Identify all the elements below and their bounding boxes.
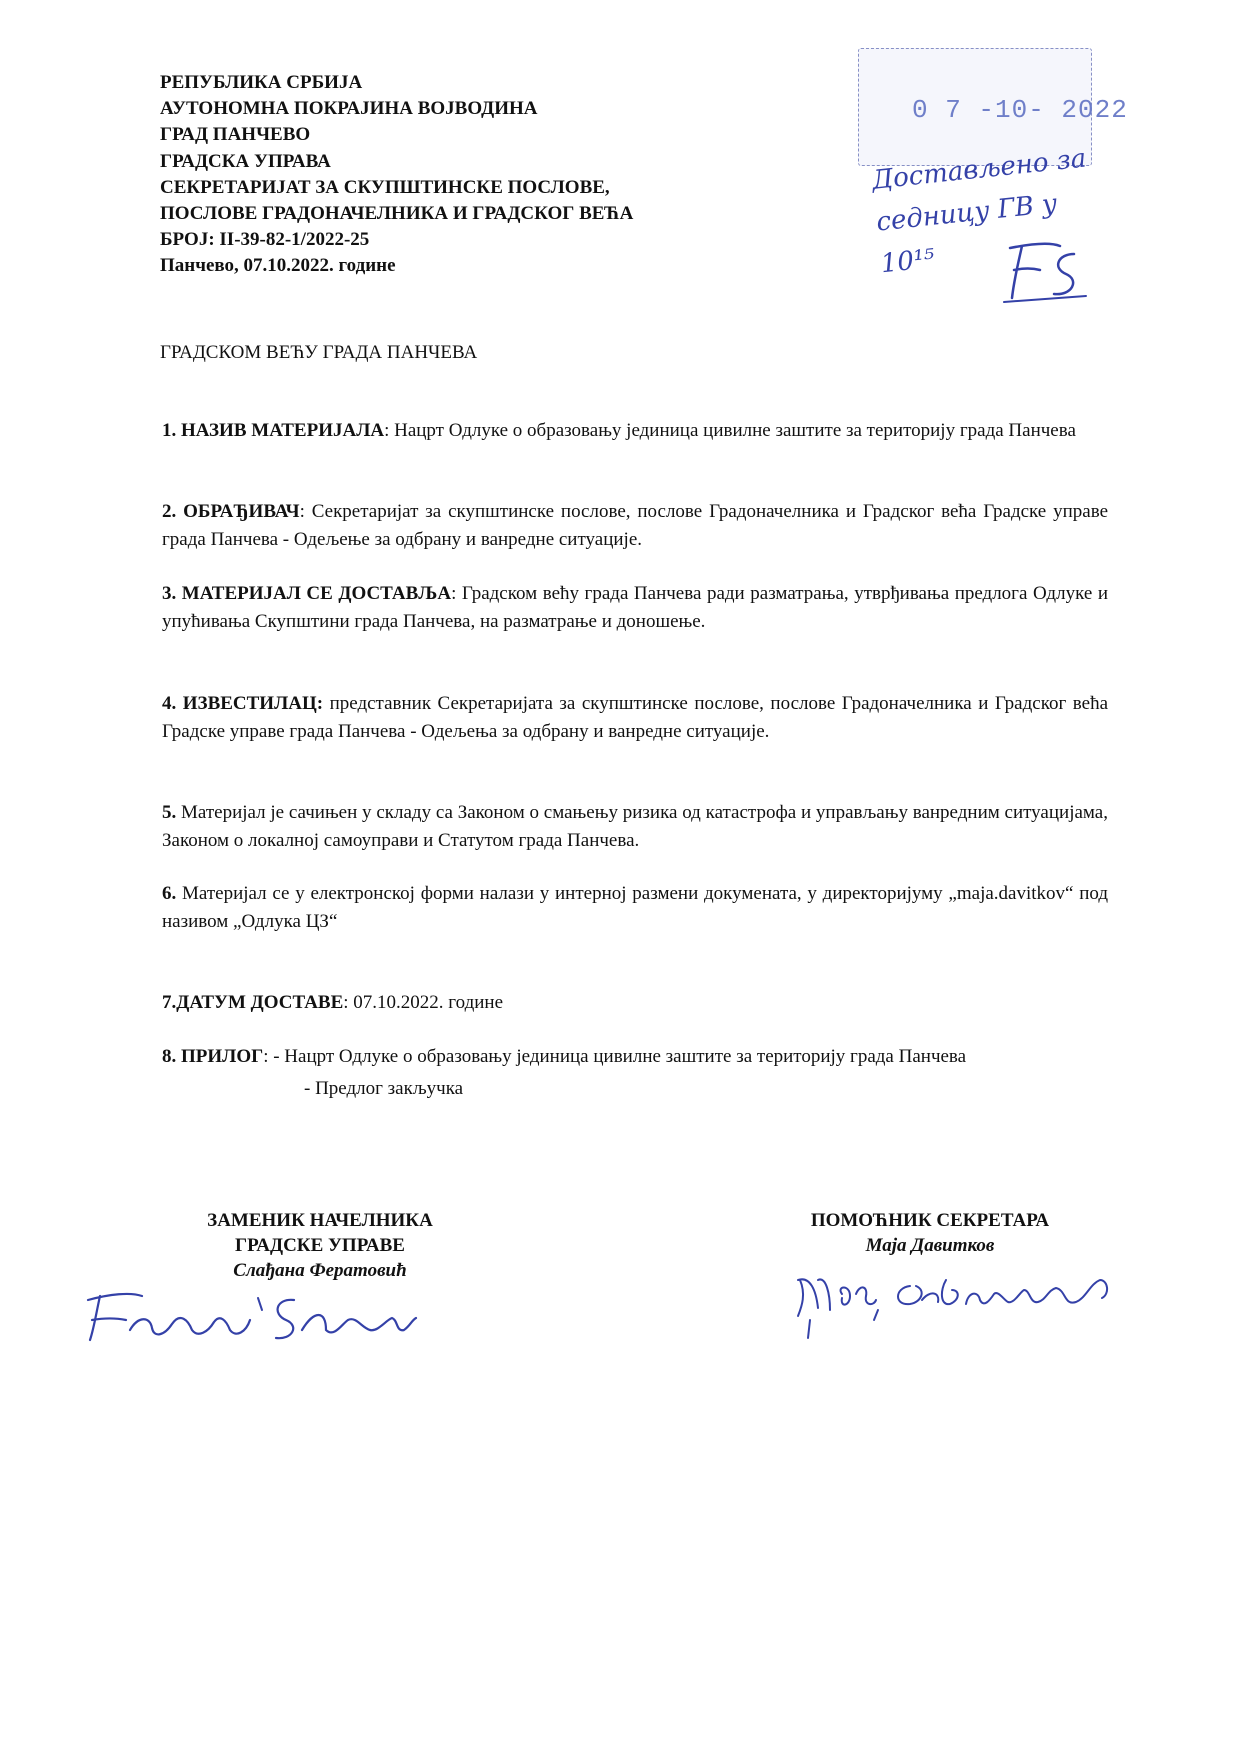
item-1-text: : Нацрт Одлуке о образовању јединица цивилне заштите за територију града Панчева xyxy=(384,420,1076,441)
handwritten-initials xyxy=(1000,240,1090,304)
item-6-text: Материјал се у електронској форми налази у интерној размени докумената, у директоријуму „maja.davitkov“ под називом „Одлука ЦЗ“ xyxy=(162,883,1108,932)
item-4-text: представник Секретаријата за скупштинске послове, послове Градоначелника и Градског већа Градске управе града Панчева - Одељења за одбрану и ванредне ситуације. xyxy=(162,693,1109,742)
item-8-text: : - Нацрт Одлуке о образовању јединица цивилне заштите за територију града Панчева xyxy=(263,1046,967,1067)
item-2-label: 2. ОБРАЂИВАЧ xyxy=(162,501,300,522)
left-signatory-title-2: ГРАДСКЕ УПРАВЕ xyxy=(235,1235,405,1256)
item-5-legal-basis xyxy=(162,799,1108,854)
item-7-delivery-date xyxy=(162,989,1108,1017)
right-handwritten-signature xyxy=(790,1250,1120,1340)
header-city: ГРАД ПАНЧЕВО xyxy=(160,124,311,146)
handwritten-note-line2: седницу ГВ у 10¹⁵ xyxy=(875,188,1059,280)
item-5-text: Материјал је сачињен у складу са Законом о смањењу ризика од катастрофа и управљању ванредним ситуацијама, Законом о локалној самоуправи и Статутом града Панчева. xyxy=(162,802,1108,851)
addressee: ГРАДСКОМ ВЕЋУ ГРАДА ПАНЧЕВА xyxy=(160,342,478,363)
item-1-material-title xyxy=(162,417,1108,445)
right-signatory-title: ПОМОЋНИК СЕКРЕТАРА xyxy=(810,1210,1050,1231)
item-3-delivered-to xyxy=(162,580,1108,635)
header-republic: РЕПУБЛИКА СРБИЈА xyxy=(160,72,363,93)
signature-block-left xyxy=(160,1208,480,1283)
header-date-line: Панчево, 07.10.2022. године xyxy=(160,255,396,277)
item-3-label: 3. МАТЕРИЈАЛ СЕ ДОСТАВЉА xyxy=(162,583,452,604)
header-secretariat-line1: СЕКРЕТАРИЈАТ ЗА СКУПШТИНСКЕ ПОСЛОВЕ, xyxy=(160,176,610,198)
item-3-text: : Градском већу града Панчева ради разматрања, утврђивања предлога Одлуке и упућивања Скупштини града Панчева, на разматрање и доношење. xyxy=(162,583,1108,632)
header-secretariat-line2: ПОСЛОВЕ ГРАДОНАЧЕЛНИКА И ГРАДСКОГ ВЕЋА xyxy=(160,203,634,225)
left-signatory-name: Слађана Фератовић xyxy=(233,1260,407,1281)
item-2-prepared-by xyxy=(162,498,1108,553)
handwritten-note-line1: Достављено за xyxy=(870,143,1088,196)
item-5-label: 5. xyxy=(162,802,177,823)
item-8-label: 8. ПРИЛОГ xyxy=(162,1046,264,1067)
item-7-text: : 07.10.2022. године xyxy=(343,992,504,1013)
item-7-label: 7.ДАТУМ ДОСТАВЕ xyxy=(162,992,344,1013)
left-handwritten-signature xyxy=(80,1280,420,1350)
item-8-sublist-item: - Предлог закључка xyxy=(304,1077,464,1099)
header-province: АУТОНОМНА ПОКРАЈИНА ВОЈВОДИНА xyxy=(160,98,538,120)
left-signatory-title-1: ЗАМЕНИК НАЧЕЛНИКА xyxy=(207,1210,433,1231)
item-2-text: : Секретаријат за скупштинске послове, послове Градоначелника и Градског већа Градске управе града Панчева - Одељење за одбрану и ванредне ситуације. xyxy=(162,501,1109,550)
header-administration: ГРАДСКА УПРАВА xyxy=(160,150,331,172)
document-header xyxy=(160,70,633,280)
item-8-attachment xyxy=(162,1043,1108,1102)
stamp-date: 0 7 -10- 2022 xyxy=(912,95,1128,125)
item-4-label: 4. ИЗВЕСТИЛАЦ: xyxy=(162,693,324,714)
item-1-label: 1. НАЗИВ МАТЕРИЈАЛА xyxy=(162,420,385,441)
item-6-electronic-form xyxy=(162,880,1108,935)
item-4-rapporteur xyxy=(162,690,1108,745)
item-6-label: 6. xyxy=(162,883,177,904)
right-signatory-name: Маја Давитков xyxy=(865,1235,995,1256)
header-document-number: БРОЈ: II-39-82-1/2022-25 xyxy=(160,229,370,251)
